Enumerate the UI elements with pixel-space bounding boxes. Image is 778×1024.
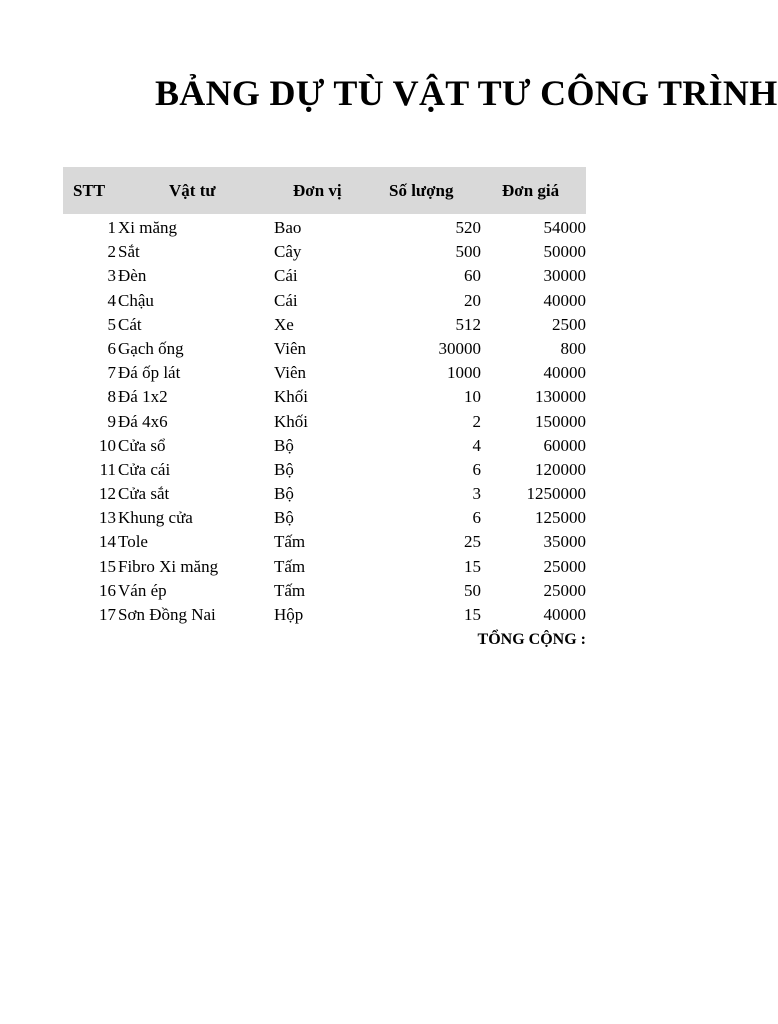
table-row bbox=[0, 434, 586, 458]
cell-unit: Cái bbox=[274, 266, 298, 286]
header-price: Đơn giá bbox=[502, 181, 560, 200]
table-row bbox=[0, 410, 586, 434]
table-row bbox=[0, 530, 586, 554]
cell-stt: 15 bbox=[99, 556, 116, 576]
cell-quantity: 512 bbox=[455, 314, 481, 334]
table-body bbox=[0, 216, 586, 627]
table-row bbox=[0, 240, 586, 264]
cell-name: Gạch ống bbox=[118, 338, 184, 358]
cell-quantity: 50 bbox=[464, 580, 481, 600]
cell-quantity: 500 bbox=[455, 242, 481, 262]
cell-price: 150000 bbox=[535, 411, 586, 431]
table-row bbox=[0, 506, 586, 530]
cell-stt: 11 bbox=[99, 459, 116, 479]
table-row bbox=[0, 361, 586, 385]
cell-price: 130000 bbox=[535, 387, 586, 407]
cell-price: 25000 bbox=[543, 556, 586, 576]
cell-price: 1250000 bbox=[526, 484, 586, 504]
cell-price: 120000 bbox=[535, 459, 586, 479]
header-name: Vật tư bbox=[169, 181, 216, 200]
cell-unit: Xe bbox=[274, 314, 294, 334]
cell-name: Tole bbox=[118, 532, 148, 552]
cell-name: Cửa sổ bbox=[118, 435, 166, 455]
cell-name: Đá 1x2 bbox=[118, 387, 168, 407]
cell-unit: Bộ bbox=[274, 435, 294, 455]
cell-price: 40000 bbox=[543, 363, 586, 383]
table-row bbox=[0, 482, 586, 506]
header-unit: Đơn vị bbox=[293, 181, 342, 200]
table-row bbox=[0, 579, 586, 603]
cell-price: 35000 bbox=[543, 532, 586, 552]
cell-name: Xi măng bbox=[118, 218, 178, 237]
cell-unit: Viên bbox=[274, 363, 307, 383]
cell-quantity: 1000 bbox=[447, 363, 481, 383]
cell-price: 40000 bbox=[543, 290, 586, 310]
cell-unit: Tấm bbox=[274, 556, 306, 576]
cell-quantity: 60 bbox=[464, 266, 481, 286]
cell-stt: 10 bbox=[99, 435, 116, 455]
cell-name: Cát bbox=[118, 314, 142, 334]
cell-unit: Bộ bbox=[274, 484, 294, 504]
cell-unit: Tấm bbox=[274, 532, 306, 552]
cell-price: 125000 bbox=[535, 508, 586, 528]
cell-name: Đèn bbox=[118, 266, 147, 286]
cell-stt: 12 bbox=[99, 484, 116, 504]
page-title: BẢNG DỰ TÙ VẬT TƯ CÔNG TRÌNH bbox=[155, 73, 778, 113]
cell-quantity: 6 bbox=[472, 459, 481, 479]
cell-name: Fibro Xi măng bbox=[118, 556, 219, 576]
cell-unit: Bộ bbox=[274, 459, 294, 479]
table-row bbox=[0, 216, 586, 240]
cell-stt: 9 bbox=[107, 411, 116, 431]
cell-unit: Cái bbox=[274, 290, 298, 310]
cell-quantity: 520 bbox=[455, 218, 481, 237]
cell-stt: 1 bbox=[107, 218, 116, 237]
table-row bbox=[0, 603, 586, 627]
cell-stt: 7 bbox=[107, 363, 116, 383]
table-row bbox=[0, 555, 586, 579]
cell-quantity: 3 bbox=[472, 484, 481, 504]
cell-name: Đá ốp lát bbox=[118, 363, 181, 383]
cell-name: Sắt bbox=[118, 242, 140, 262]
cell-price: 25000 bbox=[543, 580, 586, 600]
cell-name: Chậu bbox=[118, 290, 154, 310]
table-row bbox=[0, 289, 586, 313]
cell-stt: 13 bbox=[99, 508, 116, 528]
total-label: TỔNG CỘNG : bbox=[477, 631, 586, 648]
table-row bbox=[0, 385, 586, 409]
cell-unit: Viên bbox=[274, 338, 307, 358]
cell-stt: 5 bbox=[107, 314, 116, 334]
cell-quantity: 4 bbox=[472, 435, 481, 455]
cell-name: Ván ép bbox=[118, 580, 167, 600]
cell-unit: Bao bbox=[274, 218, 302, 237]
cell-price: 50000 bbox=[543, 242, 586, 262]
cell-stt: 16 bbox=[99, 580, 116, 600]
cell-quantity: 2 bbox=[472, 411, 481, 431]
cell-stt: 14 bbox=[99, 532, 116, 552]
table-row bbox=[0, 313, 586, 337]
cell-quantity: 15 bbox=[464, 605, 481, 624]
cell-price: 60000 bbox=[543, 435, 586, 455]
cell-price: 54000 bbox=[543, 218, 586, 237]
cell-unit: Cây bbox=[274, 242, 302, 262]
cell-quantity: 10 bbox=[464, 387, 481, 407]
cell-stt: 8 bbox=[107, 387, 116, 407]
cell-quantity: 30000 bbox=[438, 338, 481, 358]
cell-name: Cửa cái bbox=[118, 459, 171, 479]
cell-name: Sơn Đồng Nai bbox=[118, 605, 216, 624]
table-row bbox=[0, 337, 586, 361]
cell-stt: 3 bbox=[107, 266, 116, 286]
cell-price: 800 bbox=[560, 338, 586, 358]
cell-quantity: 20 bbox=[464, 290, 481, 310]
cell-quantity: 25 bbox=[464, 532, 481, 552]
cell-name: Cửa sắt bbox=[118, 484, 170, 504]
cell-name: Khung cửa bbox=[118, 508, 193, 528]
cell-quantity: 6 bbox=[472, 508, 481, 528]
header-stt: STT bbox=[73, 181, 106, 200]
cell-unit: Bộ bbox=[274, 508, 294, 528]
table-row bbox=[0, 458, 586, 482]
cell-stt: 17 bbox=[99, 605, 116, 624]
cell-unit: Hộp bbox=[274, 605, 304, 624]
cell-stt: 6 bbox=[107, 338, 116, 358]
table-header-row bbox=[63, 167, 586, 214]
cell-price: 2500 bbox=[552, 314, 586, 334]
cell-stt: 2 bbox=[107, 242, 116, 262]
cell-unit: Khối bbox=[274, 387, 308, 407]
cell-price: 40000 bbox=[543, 605, 586, 624]
cell-quantity: 15 bbox=[464, 556, 481, 576]
cell-price: 30000 bbox=[543, 266, 586, 286]
table-row bbox=[0, 264, 586, 288]
cell-name: Đá 4x6 bbox=[118, 411, 168, 431]
cell-stt: 4 bbox=[107, 290, 116, 310]
cell-unit: Khối bbox=[274, 411, 308, 431]
header-quantity: Số lượng bbox=[389, 181, 454, 200]
cell-unit: Tấm bbox=[274, 580, 306, 600]
